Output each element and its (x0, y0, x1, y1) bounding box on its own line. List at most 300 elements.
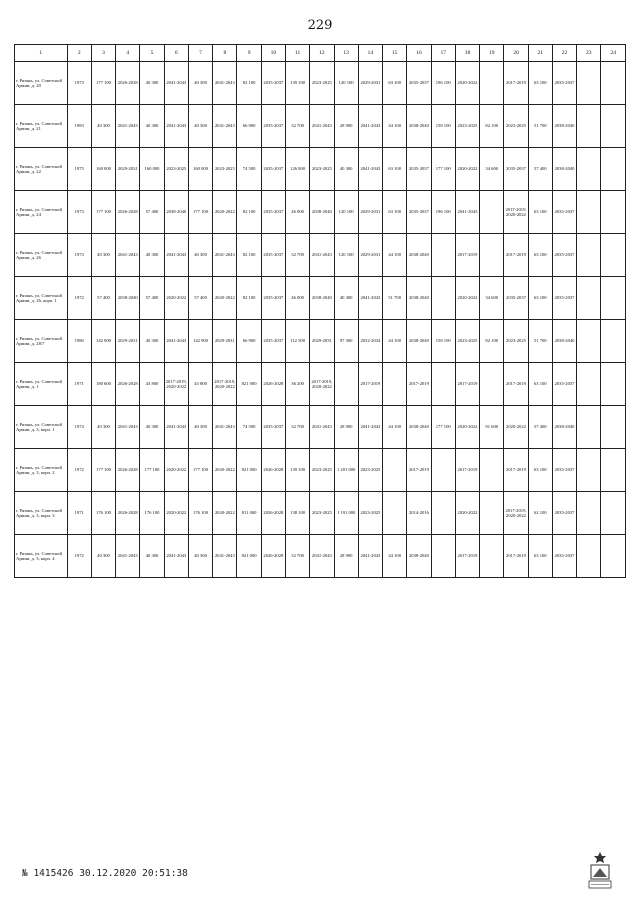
table-cell: 177 100 (431, 406, 455, 449)
table-cell: 2035-2037 (261, 406, 285, 449)
table-cell: 2035-2037 (552, 535, 576, 578)
table-cell: 2014-2016 (407, 492, 431, 535)
address-cell: г. Рязань, ул. Советской Армии, д. 26 (15, 234, 68, 277)
table-cell: 2038-2040 (407, 535, 431, 578)
table-cell: 32 700 (285, 234, 309, 277)
table-cell: 2041-2043 (164, 62, 188, 105)
table-cell: 2023-2025 (310, 449, 334, 492)
table-cell: 2035-2037 (552, 277, 576, 320)
table-cell (480, 535, 504, 578)
table-cell: 2026-2028 (116, 62, 140, 105)
table-cell: 1973 (67, 234, 91, 277)
table-cell: 51 700 (528, 320, 552, 363)
table-cell: 2035-2037 (552, 234, 576, 277)
table-cell: 28 900 (334, 535, 358, 578)
table-cell: 2026-2028 (116, 449, 140, 492)
table-cell: 1973 (67, 191, 91, 234)
address-cell: г. Рязань, ул. Советской Армии, д. 3, корп. 3 (15, 492, 68, 535)
table-cell: 2041-2043 (358, 535, 382, 578)
table-cell: 2020-2022 (164, 277, 188, 320)
address-cell: г. Рязань, ул. Советской Армии, д. 21 (15, 105, 68, 148)
table-row (15, 277, 626, 320)
table-cell: 2041-2043 (310, 234, 334, 277)
table-cell (431, 277, 455, 320)
table-cell: 821 000 (237, 363, 261, 406)
table-cell: 176 100 (140, 492, 164, 535)
table-cell: 66 900 (237, 105, 261, 148)
table-cell: 811 000 (237, 492, 261, 535)
table-cell: 1971 (67, 363, 91, 406)
table-cell: 2020-2022 (213, 191, 237, 234)
table-cell: 2026-2028 (261, 449, 285, 492)
table-cell (577, 363, 601, 406)
table-row (15, 449, 626, 492)
table-cell (577, 62, 601, 105)
table-cell: 63 100 (528, 234, 552, 277)
table-cell: 2041-2043 (116, 406, 140, 449)
table-cell: 40 300 (334, 277, 358, 320)
table-cell: 40 300 (188, 406, 212, 449)
table-cell: 2041-2043 (164, 320, 188, 363)
column-header: 23 (577, 45, 601, 62)
table-cell: 2017-2019 (504, 535, 528, 578)
table-row (15, 148, 626, 191)
table-cell: 63 100 (383, 191, 407, 234)
table-cell: 91 600 (480, 406, 504, 449)
table-cell: 2017-2019 (407, 363, 431, 406)
column-header: 7 (188, 45, 212, 62)
table-cell (383, 449, 407, 492)
table-cell: 142 900 (188, 320, 212, 363)
table-cell: 158 100 (431, 105, 455, 148)
table-cell: 2026-2028 (261, 363, 285, 406)
table-cell: 2017-2019, 2020-2022 (164, 363, 188, 406)
table-cell: 2035-2037 (552, 191, 576, 234)
table-cell (480, 62, 504, 105)
table-cell: 2035-2037 (261, 277, 285, 320)
table-row (15, 191, 626, 234)
coat-of-arms-icon (586, 850, 614, 890)
address-cell: г. Рязань, ул. Советской Армии, д. 26, корп. 1 (15, 277, 68, 320)
table-cell: 2041-2043 (213, 105, 237, 148)
column-header: 18 (455, 45, 479, 62)
table-cell: 57 400 (528, 406, 552, 449)
table-row (15, 406, 626, 449)
table-cell: 2020-2022 (504, 406, 528, 449)
table-cell: 2017-2019, 2020-2022 (504, 191, 528, 234)
table-cell: 2041-2043 (213, 62, 237, 105)
table-cell (601, 406, 626, 449)
column-header: 9 (237, 45, 261, 62)
table-header-row (15, 45, 626, 62)
table-cell: 2023-2025 (310, 148, 334, 191)
table-cell: 57 400 (140, 191, 164, 234)
table-cell: 2026-2028 (116, 363, 140, 406)
table-cell: 1 191 000 (334, 492, 358, 535)
table-cell: 2023-2025 (310, 492, 334, 535)
table-cell: 2038-2040 (310, 191, 334, 234)
table-cell (480, 234, 504, 277)
table-cell: 2041-2043 (164, 406, 188, 449)
table-cell: 2041-2043 (358, 148, 382, 191)
table-cell: 821 000 (237, 449, 261, 492)
address-cell: г. Рязань, ул. Советской Армии, д. 3, корп. 2 (15, 449, 68, 492)
table-cell (480, 363, 504, 406)
table-cell (577, 492, 601, 535)
table-cell: 2017-2019, 2020-2022 (504, 492, 528, 535)
table-cell: 2035-2037 (261, 148, 285, 191)
table-cell: 57 400 (528, 148, 552, 191)
table-cell: 2041-2043 (358, 406, 382, 449)
table-cell: 32 700 (285, 105, 309, 148)
column-header: 17 (431, 45, 455, 62)
table-cell: 2041-2043 (164, 105, 188, 148)
table-cell: 40 300 (140, 320, 164, 363)
table-cell: 2023-2025 (164, 148, 188, 191)
table-cell: 63 100 (528, 535, 552, 578)
table-cell: 40 300 (140, 535, 164, 578)
table-cell: 2038-2040 (164, 191, 188, 234)
table-cell: 2023-2025 (504, 320, 528, 363)
table-cell (577, 191, 601, 234)
table-cell: 82 100 (480, 105, 504, 148)
table-cell: 32 700 (285, 535, 309, 578)
table-cell: 120 100 (334, 191, 358, 234)
table-cell: 40 300 (188, 234, 212, 277)
table-cell: 2041-2043 (164, 234, 188, 277)
address-cell: г. Рязань, ул. Советской Армии, д. 3, корп. 4 (15, 535, 68, 578)
table-cell: 32 700 (285, 406, 309, 449)
table-cell: 2023-2025 (358, 492, 382, 535)
address-cell: г. Рязань, ул. Советской Армии, д. 20 (15, 62, 68, 105)
table-cell: 2026-2028 (116, 191, 140, 234)
table-cell: 2041-2043 (310, 406, 334, 449)
table-cell: 177 100 (91, 62, 115, 105)
table-cell (601, 105, 626, 148)
table-cell: 2020-2022 (213, 277, 237, 320)
table-cell: 2035-2037 (261, 234, 285, 277)
document-stamp: № 1415426 30.12.2020 20:51:38 (22, 868, 188, 879)
address-cell: г. Рязань, ул. Советской Армии, д. 24 (15, 191, 68, 234)
table-cell (601, 148, 626, 191)
table-cell (431, 492, 455, 535)
table-cell: 177 100 (91, 449, 115, 492)
table-cell: 63 100 (528, 191, 552, 234)
table-cell: 40 300 (334, 148, 358, 191)
table-cell: 2038-2040 (407, 234, 431, 277)
table-row (15, 234, 626, 277)
table-cell: 1971 (67, 492, 91, 535)
table-cell: 2035-2037 (552, 363, 576, 406)
column-header: 8 (213, 45, 237, 62)
table-cell: 63 100 (383, 62, 407, 105)
table-cell: 2041-2043 (358, 277, 382, 320)
table-cell: 74 500 (237, 406, 261, 449)
table-cell: 126 800 (285, 148, 309, 191)
table-cell: 2023-2025 (455, 105, 479, 148)
table-cell: 43 800 (188, 363, 212, 406)
table-cell: 2038-2040 (407, 320, 431, 363)
table-cell: 57 400 (140, 277, 164, 320)
table-cell: 2038-2040 (116, 277, 140, 320)
table-cell: 63 100 (528, 363, 552, 406)
table-cell: 176 100 (188, 492, 212, 535)
column-header: 5 (140, 45, 164, 62)
table-cell: 139 100 (285, 449, 309, 492)
column-header: 4 (116, 45, 140, 62)
table-cell: 2035-2037 (407, 62, 431, 105)
table-cell: 2017-2019 (504, 62, 528, 105)
table-cell: 1973 (67, 62, 91, 105)
table-cell: 2035-2037 (552, 449, 576, 492)
table-cell (601, 277, 626, 320)
table-cell: 46 000 (285, 277, 309, 320)
table-cell (577, 535, 601, 578)
table-cell: 112 500 (285, 320, 309, 363)
table-cell: 2035-2037 (552, 62, 576, 105)
column-header: 13 (334, 45, 358, 62)
table-cell: 177 100 (188, 449, 212, 492)
table-cell: 82 100 (237, 277, 261, 320)
table-cell: 40 300 (188, 62, 212, 105)
table-cell: 2041-2043 (358, 105, 382, 148)
table-cell: 2038-2040 (407, 105, 431, 148)
table-cell: 2041-2043 (310, 105, 334, 148)
table-cell: 2029-2031 (116, 320, 140, 363)
table-cell: 2023-2025 (358, 449, 382, 492)
table-cell: 82 100 (237, 62, 261, 105)
table-cell: 44 100 (383, 535, 407, 578)
table-cell: 2041-2043 (116, 234, 140, 277)
table-cell: 2020-2022 (455, 406, 479, 449)
table-cell: 40 300 (140, 62, 164, 105)
table-cell (601, 492, 626, 535)
table-cell: 2017-2019 (504, 449, 528, 492)
table-cell (577, 148, 601, 191)
table-cell (577, 277, 601, 320)
table-cell: 2026-2028 (116, 492, 140, 535)
table-cell: 62 100 (528, 492, 552, 535)
table-cell: 74 500 (237, 148, 261, 191)
table-cell: 1980 (67, 320, 91, 363)
table-cell (480, 191, 504, 234)
table-cell: 2035-2037 (407, 191, 431, 234)
table-cell: 2020-2022 (455, 277, 479, 320)
table-cell: 2035-2037 (552, 492, 576, 535)
table-cell: 821 000 (237, 535, 261, 578)
table-cell: 2035-2037 (261, 62, 285, 105)
table-cell: 2023-2025 (504, 105, 528, 148)
table-cell: 2017-2019 (455, 535, 479, 578)
table-cell: 180 600 (91, 363, 115, 406)
table-cell: 2020-2022 (213, 449, 237, 492)
table-cell (601, 191, 626, 234)
table-row (15, 62, 626, 105)
column-header: 21 (528, 45, 552, 62)
table-row (15, 363, 626, 406)
table-cell (383, 363, 407, 406)
page-number: 229 (307, 18, 333, 33)
table-cell (601, 363, 626, 406)
table-cell: 2041-2043 (455, 191, 479, 234)
table-cell: 2023-2025 (213, 148, 237, 191)
table-cell (577, 320, 601, 363)
table-cell: 2029-2031 (358, 191, 382, 234)
table-cell: 57 400 (91, 277, 115, 320)
column-header: 16 (407, 45, 431, 62)
table-cell: 2041-2043 (213, 406, 237, 449)
table-cell: 63 100 (528, 277, 552, 320)
table-cell: 1975 (67, 148, 91, 191)
table-cell: 2020-2022 (455, 148, 479, 191)
table-cell: 2041-2043 (213, 234, 237, 277)
table-cell: 57 400 (188, 277, 212, 320)
table-cell: 2038-2040 (407, 277, 431, 320)
table-cell: 1972 (67, 535, 91, 578)
column-header: 22 (552, 45, 576, 62)
table-cell: 51 700 (383, 277, 407, 320)
table-cell: 160 000 (188, 148, 212, 191)
table-row (15, 105, 626, 148)
column-header: 12 (310, 45, 334, 62)
table-cell: 160 000 (140, 148, 164, 191)
table-cell: 2017-2019 (455, 234, 479, 277)
table-cell: 63 100 (383, 148, 407, 191)
table-cell: 1972 (67, 277, 91, 320)
table-cell: 2035-2037 (261, 105, 285, 148)
table-cell: 2038-2040 (310, 277, 334, 320)
table-cell: 120 100 (334, 62, 358, 105)
table-row (15, 492, 626, 535)
table-cell: 1972 (67, 449, 91, 492)
column-header: 11 (285, 45, 309, 62)
table-cell: 34 600 (480, 277, 504, 320)
table-cell: 196 100 (431, 191, 455, 234)
table-cell: 2029-2031 (213, 320, 237, 363)
table-cell: 2029-2031 (358, 62, 382, 105)
table-cell: 2017-2019, 2020-2022 (310, 363, 334, 406)
address-cell: г. Рязань, ул. Советской Армии, д. 22 (15, 148, 68, 191)
table-cell: 2032-2034 (358, 320, 382, 363)
table-row (15, 320, 626, 363)
table-cell (577, 234, 601, 277)
table-cell: 2041-2043 (164, 535, 188, 578)
table-cell (480, 449, 504, 492)
column-header: 6 (164, 45, 188, 62)
table-cell (431, 234, 455, 277)
table-cell: 2035-2037 (261, 320, 285, 363)
table-cell (577, 105, 601, 148)
table-cell (431, 449, 455, 492)
table-cell: 2020-2022 (213, 492, 237, 535)
table-cell: 1983 (67, 105, 91, 148)
column-header: 20 (504, 45, 528, 62)
table-cell: 2020-2022 (164, 449, 188, 492)
column-header: 19 (480, 45, 504, 62)
table-row (15, 535, 626, 578)
table-cell: 1974 (67, 406, 91, 449)
table-body (15, 62, 626, 578)
table-cell: 2020-2022 (455, 492, 479, 535)
table-cell (601, 535, 626, 578)
table-container (14, 44, 626, 578)
table-cell: 177 100 (431, 148, 455, 191)
table-cell: 2029-2031 (116, 148, 140, 191)
table-cell: 2017-2019 (358, 363, 382, 406)
table-cell: 40 300 (140, 406, 164, 449)
table-cell: 2038-2040 (552, 148, 576, 191)
column-header: 3 (91, 45, 115, 62)
table-cell: 142 900 (91, 320, 115, 363)
table-cell (601, 449, 626, 492)
column-header: 1 (15, 45, 68, 62)
table-cell: 2041-2043 (116, 105, 140, 148)
table-cell: 40 300 (188, 535, 212, 578)
table-cell: 120 100 (334, 234, 358, 277)
table-cell: 40 300 (91, 105, 115, 148)
table-cell: 2023-2025 (455, 320, 479, 363)
table-cell: 51 700 (528, 105, 552, 148)
table-cell: 36 200 (285, 363, 309, 406)
table-cell: 177 100 (188, 191, 212, 234)
address-cell: г. Рязань, ул. Советской Армии, д. 28/7 (15, 320, 68, 363)
table-cell (431, 535, 455, 578)
table-cell: 82 100 (237, 191, 261, 234)
table-cell: 2035-2037 (407, 148, 431, 191)
table-cell: 40 300 (188, 105, 212, 148)
table-cell: 40 300 (91, 406, 115, 449)
table-cell: 2038-2040 (407, 406, 431, 449)
table-cell: 2035-2037 (261, 191, 285, 234)
table-cell: 2017-2019 (455, 363, 479, 406)
table-cell: 2029-2031 (310, 320, 334, 363)
table-cell: 63 100 (528, 62, 552, 105)
table-cell: 2020-2022 (164, 492, 188, 535)
table-cell: 177 100 (91, 191, 115, 234)
table-cell: 44 100 (383, 234, 407, 277)
column-header: 10 (261, 45, 285, 62)
table-cell: 40 300 (91, 234, 115, 277)
table-cell: 139 100 (285, 62, 309, 105)
table-cell: 2023-2025 (310, 62, 334, 105)
table-cell: 2029-2031 (358, 234, 382, 277)
table-cell: 2017-2019 (504, 363, 528, 406)
table-cell: 40 300 (140, 105, 164, 148)
table-cell: 28 900 (334, 406, 358, 449)
table-cell: 2038-2040 (552, 320, 576, 363)
table-cell: 138 100 (285, 492, 309, 535)
table-cell: 44 100 (383, 320, 407, 363)
table-cell (334, 363, 358, 406)
capital-repair-table (14, 44, 626, 578)
table-cell: 2017-2019 (407, 449, 431, 492)
table-cell (431, 363, 455, 406)
table-cell: 1 201 000 (334, 449, 358, 492)
table-cell: 28 900 (334, 105, 358, 148)
table-cell: 2038-2040 (552, 105, 576, 148)
table-cell: 2035-2037 (504, 277, 528, 320)
table-cell (601, 62, 626, 105)
address-cell: г. Рязань, ул. Советской Армии, д. 1 (15, 363, 68, 406)
column-header: 2 (67, 45, 91, 62)
table-cell: 82 100 (237, 234, 261, 277)
table-cell: 97 300 (334, 320, 358, 363)
table-cell: 2017-2019 (504, 234, 528, 277)
table-cell: 2017-2019 (455, 449, 479, 492)
table-cell: 44 100 (383, 406, 407, 449)
table-cell (601, 320, 626, 363)
column-header: 14 (358, 45, 382, 62)
